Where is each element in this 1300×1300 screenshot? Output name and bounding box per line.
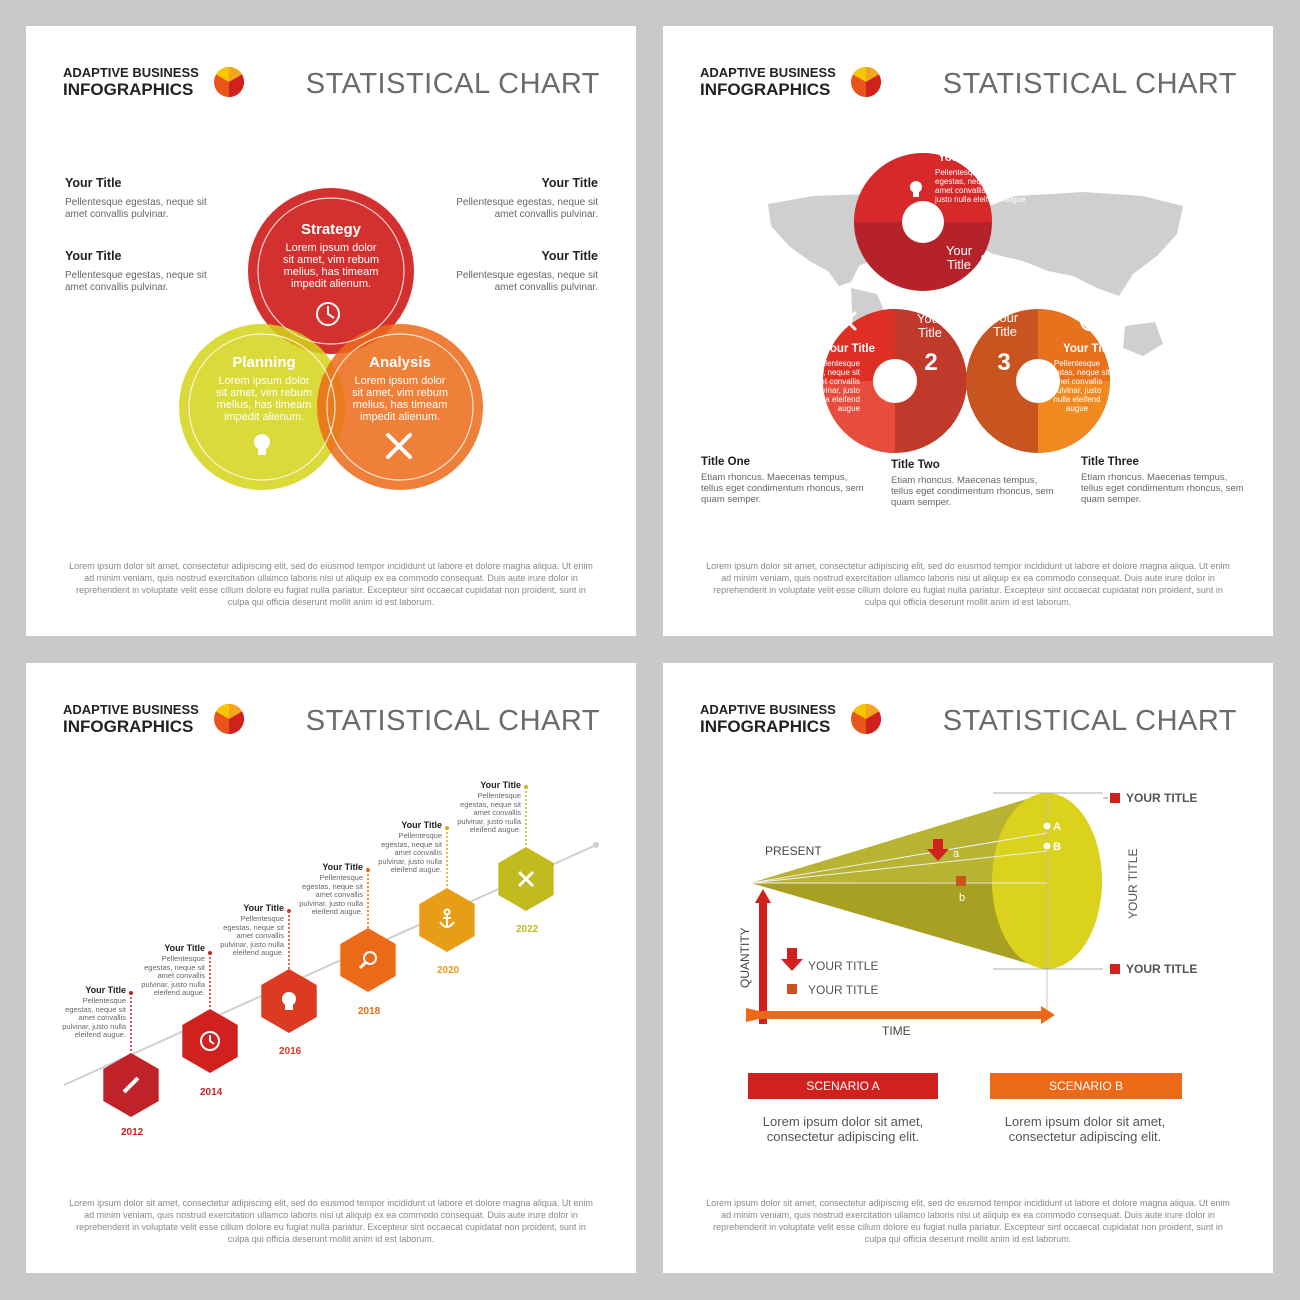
- map-head: Your Title: [823, 343, 875, 355]
- time-axis: [759, 1011, 1042, 1019]
- map-item-title: Title Three: [1081, 456, 1139, 468]
- map-item-title: Title One: [701, 456, 750, 468]
- point-label: A: [1053, 821, 1061, 833]
- map-number: 1: [979, 249, 993, 274]
- timeline-item-title: Your Title: [85, 985, 126, 995]
- map-desc-line: pulvinar, justo: [811, 386, 860, 395]
- side-item-desc: Pellentesque egestas, neque sit amet convallis pulvinar.: [456, 270, 598, 293]
- venn-desc-line: sit amet, vim rebum: [216, 387, 312, 399]
- map-desc-line: augue: [837, 404, 860, 413]
- map-desc-line: Pellentesque: [935, 168, 982, 177]
- square-icon: [1110, 964, 1120, 974]
- map-desc-line: egestas, neque sit: [935, 177, 1000, 186]
- map-label: Title: [946, 257, 972, 272]
- brand-line2: INFOGRAPHICS: [700, 717, 831, 736]
- venn-title: Planning: [232, 354, 296, 371]
- time-label: TIME: [882, 1024, 911, 1038]
- map-label: Your: [916, 311, 944, 326]
- your-title-vertical: YOUR TITLE: [1126, 848, 1140, 919]
- venn-diagram: [26, 26, 636, 636]
- brand-line1: ADAPTIVE BUSINESS: [700, 702, 836, 717]
- page-title: STATISTICAL CHART: [305, 705, 600, 737]
- footer-text: Lorem ipsum dolor sit amet, consectetur adipiscing elit, sed do eiusmod tempor incididunt ut labore et dolore magna aliqua. Ut enim ad minim veniam, quis nostrud exercitation ullamco laboris nisi ut aliquip ex ea commodo consequat. Duis aute irure dolor in reprehenderit in voluptate velit esse cillum dolore eu fugiat nulla pariatur. Excepteur sint occaecat cupidatat non proident, sunt in culpa qui officia deserunt mollit anim id est laborum.: [69, 561, 593, 607]
- brand-line1: ADAPTIVE BUSINESS: [700, 65, 836, 80]
- map-item: [701, 456, 866, 505]
- venn-desc-line: melius, has timeam: [216, 399, 312, 411]
- timeline-item-title: Your Title: [322, 862, 363, 872]
- venn-desc-line: sit amet, vim rebum: [352, 387, 448, 399]
- side-item-desc: Pellentesque egestas, neque sit amet convallis pulvinar.: [65, 197, 207, 220]
- legend-label: YOUR TITLE: [808, 983, 879, 997]
- map-head: Your Title: [1063, 343, 1115, 355]
- brand-line2: INFOGRAPHICS: [63, 80, 194, 99]
- timeline-year: 2016: [279, 1046, 302, 1057]
- present-label: PRESENT: [765, 844, 822, 858]
- timeline-item: [372, 820, 442, 875]
- side-item-desc: Pellentesque egestas, neque sit amet convallis pulvinar.: [456, 197, 598, 220]
- timeline-item-title: Your Title: [480, 780, 521, 790]
- venn-desc-line: melius, has timeam: [352, 399, 448, 411]
- timeline-item-title: Your Title: [401, 820, 442, 830]
- venn-desc-line: impedit alienum.: [290, 278, 372, 290]
- timeline-dot: [366, 868, 370, 872]
- map-label: Your: [991, 310, 1019, 325]
- footer-text: Lorem ipsum dolor sit amet, consectetur adipiscing elit, sed do eiusmod tempor incididunt ut labore et dolore magna aliqua. Ut enim ad minim veniam, quis nostrud exercitation ullamco laboris nisi ut aliquip ex ea commodo consequat. Duis aute irure dolor in reprehenderit in voluptate velit esse cillum dolore eu fugiat nulla pariatur. Excepteur sint occaecat cupidatat non proident, sunt in culpa qui officia deserunt mollit anim id est laborum.: [69, 1198, 593, 1244]
- venn-desc-line: sit amet, vim rebum: [283, 254, 379, 266]
- scenario-desc: Lorem ipsum dolor sit amet, consectetur adipiscing elit.: [1004, 1114, 1166, 1144]
- timeline-item-title: Your Title: [164, 943, 205, 953]
- timeline-dot: [445, 826, 449, 830]
- map-desc-line: Pellentesque: [1053, 359, 1101, 368]
- timeline-item-title: Your Title: [243, 903, 284, 913]
- slide-venn: [26, 26, 636, 636]
- page-title: STATISTICAL CHART: [305, 68, 600, 100]
- timeline-item-desc: Pellentesque egestas, neque sit amet convallis pulvinar, justo nulla eleifend augue.: [141, 954, 205, 997]
- map-item: [1081, 456, 1246, 505]
- square-icon: [956, 876, 966, 886]
- timeline-item: [293, 862, 363, 917]
- point-label: b: [959, 892, 966, 904]
- venn-title: Strategy: [300, 221, 362, 238]
- timeline-item-desc: Pellentesque egestas, neque sit amet convallis pulvinar, justo nulla eleifend augue.: [457, 791, 521, 834]
- map-number: 2: [924, 349, 938, 376]
- map-desc-line: egestas, neque sit: [795, 368, 860, 377]
- venn-desc-line: impedit alienum.: [359, 411, 441, 423]
- timeline-year: 2018: [358, 1006, 381, 1017]
- map-label: Title: [992, 324, 1018, 339]
- map-desc-line: egestas, neque sit: [1044, 368, 1110, 377]
- timeline-item: [56, 985, 126, 1040]
- clock-icon: [1081, 312, 1099, 330]
- footer-text: Lorem ipsum dolor sit amet, consectetur adipiscing elit, sed do eiusmod tempor incididunt ut labore et dolore magna aliqua. Ut enim ad minim veniam, quis nostrud exercitation ullamco laboris nisi ut aliquip ex ea commodo consequat. Duis aute irure dolor in reprehenderit in voluptate velit esse cillum dolore eu fugiat nulla pariatur. Excepteur sint occaecat cupidatat non proident, sunt in culpa qui officia deserunt mollit anim id est laborum.: [706, 561, 1230, 607]
- brand-line1: ADAPTIVE BUSINESS: [63, 65, 199, 80]
- brand-line2: INFOGRAPHICS: [700, 80, 831, 99]
- side-item-desc: Pellentesque egestas, neque sit amet convallis pulvinar.: [65, 270, 207, 293]
- timeline-item: [214, 903, 284, 958]
- timeline-item-desc: Pellentesque egestas, neque sit amet convallis pulvinar, justo nulla eleifend augue.: [299, 873, 363, 916]
- timeline-item: [451, 780, 521, 835]
- map-desc-line: justo nulla eleifend augue: [935, 195, 1026, 204]
- legend-label: YOUR TITLE: [808, 959, 879, 973]
- venn-desc-line: Lorem ipsum dolor: [285, 242, 377, 254]
- timeline-year: 2012: [121, 1127, 144, 1138]
- square-icon: [1110, 793, 1120, 803]
- side-item-title: Your Title: [65, 249, 122, 263]
- timeline-item-desc: Pellentesque egestas, neque sit amet convallis pulvinar, justo nulla eleifend augue.: [220, 914, 284, 957]
- map-desc-line: amet convallis: [1051, 377, 1103, 386]
- timeline-year: 2014: [200, 1087, 223, 1098]
- right-title: YOUR TITLE: [1126, 791, 1198, 805]
- venn-desc-line: impedit alienum.: [223, 411, 305, 423]
- venn-desc-line: Lorem ipsum dolor: [218, 375, 310, 387]
- map-desc-line: amet convallis: [809, 377, 860, 386]
- timeline-dot: [524, 785, 528, 789]
- world-map-diagram: [663, 26, 1273, 636]
- slide-cone: [663, 663, 1273, 1273]
- map-desc-line: Pellentesque: [813, 359, 860, 368]
- scenario-banner-b: SCENARIO B: [990, 1073, 1182, 1099]
- timeline-item-desc: Pellentesque egestas, neque sit amet convallis pulvinar, justo nulla eleifend augue.: [62, 996, 126, 1039]
- map-label: Your: [945, 243, 973, 258]
- quantity-label: QUANTITY: [738, 927, 752, 988]
- square-icon: [787, 984, 797, 994]
- scenario-banner-a: SCENARIO A: [748, 1073, 938, 1099]
- point-label: B: [1053, 841, 1061, 853]
- venn-desc-line: melius, has timeam: [283, 266, 379, 278]
- map-item: [891, 459, 1056, 508]
- page-title: STATISTICAL CHART: [942, 705, 1237, 737]
- timeline-item-desc: Pellentesque egestas, neque sit amet convallis pulvinar, justo nulla eleifend augue.: [378, 831, 442, 874]
- venn-title: Analysis: [369, 354, 431, 371]
- side-item-title: Your Title: [541, 249, 598, 263]
- timeline-year: 2020: [437, 965, 460, 976]
- timeline-dot: [208, 951, 212, 955]
- map-desc-line: nulla eleifend: [812, 395, 860, 404]
- quantity-axis: [759, 901, 767, 1024]
- timeline-hexagon: [340, 928, 395, 992]
- arrow-down-icon: [781, 948, 803, 971]
- footer-text: Lorem ipsum dolor sit amet, consectetur adipiscing elit, sed do eiusmod tempor incididunt ut labore et dolore magna aliqua. Ut enim ad minim veniam, quis nostrud exercitation ullamco laboris nisi ut aliquip ex ea commodo consequat. Duis aute irure dolor in reprehenderit in voluptate velit esse cillum dolore eu fugiat nulla pariatur. Excepteur sint occaecat cupidatat non proident, sunt in culpa qui officia deserunt mollit anim id est laborum.: [706, 1198, 1230, 1244]
- right-title: YOUR TITLE: [1126, 962, 1198, 976]
- map-desc-line: nulla eleifend: [1053, 395, 1101, 404]
- map-item-title: Title Two: [891, 459, 940, 471]
- timeline-dot: [287, 909, 291, 913]
- scenario-desc: Lorem ipsum dolor sit amet, consectetur adipiscing elit.: [762, 1114, 924, 1144]
- slide-timeline: [26, 663, 636, 1273]
- map-desc-line: pulvinar, justo: [1052, 386, 1102, 395]
- side-item-title: Your Title: [541, 176, 598, 190]
- side-item-title: Your Title: [65, 176, 122, 190]
- brand-line1: ADAPTIVE BUSINESS: [63, 702, 199, 717]
- point-label: a: [953, 848, 960, 860]
- brand-line2: INFOGRAPHICS: [63, 717, 194, 736]
- map-number: 3: [997, 349, 1011, 376]
- map-desc-line: augue: [1065, 404, 1089, 413]
- cone-diagram: [663, 663, 1273, 1273]
- map-head: Your Title: [938, 152, 990, 164]
- venn-desc-line: Lorem ipsum dolor: [354, 375, 446, 387]
- timeline-item: [135, 943, 205, 998]
- map-desc-line: amet convallis pulvinar,: [935, 186, 1018, 195]
- timeline-year: 2022: [516, 924, 539, 935]
- timeline-dot: [129, 991, 133, 995]
- map-label: Title: [917, 325, 943, 340]
- timeline-diagram: [26, 663, 636, 1273]
- map-item-desc: Etiam rhoncus. Maecenas tempus, tellus eget condimentum rhoncus, sem quam semper.: [891, 475, 1054, 508]
- map-item-desc: Etiam rhoncus. Maecenas tempus, tellus eget condimentum rhoncus, sem quam semper.: [1081, 472, 1244, 505]
- page-title: STATISTICAL CHART: [942, 68, 1237, 100]
- slide-map: [663, 26, 1273, 636]
- map-item-desc: Etiam rhoncus. Maecenas tempus, tellus eget condimentum rhoncus, sem quam semper.: [701, 472, 864, 505]
